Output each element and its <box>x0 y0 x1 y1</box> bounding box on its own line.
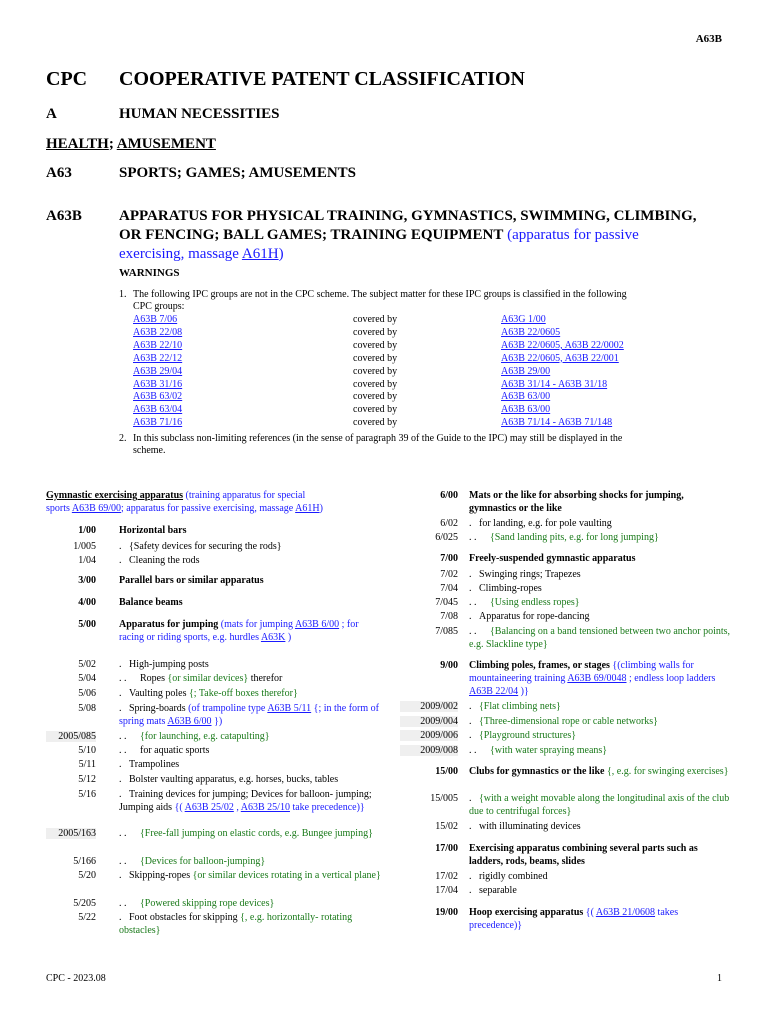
description-text <box>129 541 282 552</box>
description-text <box>469 766 729 777</box>
description-text <box>469 843 698 867</box>
warning-group-link[interactable]: A63B 63/02 <box>133 391 183 403</box>
group-number: 1/04 <box>78 555 96 566</box>
group-number: 2005/163 <box>58 828 96 839</box>
group-number: 2009/008 <box>420 745 458 756</box>
text-fragment: {, e.g. horizontally- <box>240 912 319 923</box>
text-fragment: Climbing-ropes <box>479 583 542 594</box>
text-fragment: {or similar devices rotating in a <box>192 870 320 881</box>
description-text <box>479 730 576 741</box>
indent-dots: . <box>119 703 122 714</box>
group-description <box>469 715 731 728</box>
group-description <box>119 618 381 644</box>
description-text <box>119 912 352 936</box>
group-description <box>119 554 381 567</box>
group-number: 5/10 <box>78 745 96 756</box>
covered-by-label: covered by <box>353 339 398 351</box>
warning-target-link[interactable]: A63B 63/00 <box>501 391 551 403</box>
text-fragment: anchor points, e.g. Slackline type} <box>469 626 731 650</box>
group-description <box>469 870 731 883</box>
indent-dots: . <box>469 730 472 741</box>
description-text <box>490 597 580 608</box>
warning-group-link[interactable]: A63B 7/06 <box>133 314 178 325</box>
description-text <box>119 575 264 586</box>
group-description <box>469 517 731 530</box>
text-fragment: {Powered skipping rope devices} <box>140 898 275 909</box>
group-number: 5/205 <box>73 898 96 909</box>
text-fragment: Apparatus for jumping <box>119 619 219 630</box>
group-description <box>469 700 731 713</box>
group-number: 5/166 <box>73 856 96 867</box>
warning-group-link[interactable]: A63B 22/10 <box>133 339 183 351</box>
indent-dots: . . <box>119 828 127 839</box>
description-text <box>469 660 715 697</box>
text-fragment: vertical plane} <box>321 870 381 881</box>
cpc-title: COOPERATIVE PATENT CLASSIFICATION <box>119 68 525 90</box>
description-text <box>469 490 684 514</box>
group-number: 5/20 <box>78 870 96 881</box>
indent-dots: . <box>119 912 122 923</box>
text-fragment: separable <box>479 885 517 896</box>
text-fragment: Exercising apparatus combining several parts such <box>469 843 687 854</box>
text-fragment: as ladders, rods, beams, slides <box>469 843 698 867</box>
group-number: 6/02 <box>440 518 458 529</box>
warnings-heading: WARNINGS <box>119 267 180 279</box>
indent-dots: . <box>469 611 472 622</box>
text-fragment: rigidly combined <box>479 871 548 882</box>
group-description <box>469 820 731 833</box>
group-description <box>119 524 381 537</box>
group-description <box>469 744 731 757</box>
class-code: A63 <box>46 165 72 181</box>
indent-dots: . <box>469 716 472 727</box>
text-fragment: with illuminating devices <box>479 821 581 832</box>
link-a61h[interactable]: A61H <box>241 246 279 262</box>
warning-1-text-2: CPC groups: <box>133 301 185 312</box>
page-header-code: A63B <box>695 33 722 45</box>
text-fragment: {Devices for balloon-jumping} <box>140 856 266 867</box>
warning-group-link[interactable]: A63B 71/16 <box>133 417 183 429</box>
group-number: 15/02 <box>435 821 458 832</box>
group-number: 6/00 <box>440 490 458 501</box>
reference-text: }) <box>214 716 223 727</box>
group-description <box>469 582 731 595</box>
subclass-code: A63B <box>46 208 82 224</box>
text-fragment: Parallel bars or similar apparatus <box>119 575 264 586</box>
group-description <box>469 625 731 651</box>
text-fragment: rotating obstacles} <box>119 912 353 936</box>
text-fragment: {with a weight movable along the longitudinal axis <box>479 793 685 804</box>
description-text <box>140 828 373 839</box>
warning-target-link[interactable]: A63B 22/0605, A63B 22/0002 <box>501 339 624 351</box>
description-text <box>490 745 607 756</box>
subclass-title-line3: exercising, massage A61H) <box>119 246 284 262</box>
description-text <box>119 597 183 608</box>
description-text <box>479 716 658 727</box>
group-description <box>469 531 731 544</box>
covered-by-label: covered by <box>353 417 398 429</box>
reference-link[interactable]: A63B 25/10 <box>240 802 290 813</box>
group-description <box>469 596 731 609</box>
covered-by-label: covered by <box>353 326 398 338</box>
description-text <box>129 688 298 699</box>
group-description <box>469 842 731 868</box>
group-description <box>119 672 381 685</box>
covered-by-label: covered by <box>353 378 398 390</box>
reference-link[interactable]: A63B 5/11 <box>267 703 312 714</box>
reference-link[interactable]: A63B 21/0608 <box>595 907 656 918</box>
reference-text: ) <box>287 632 292 643</box>
text-fragment: {Balancing on a band tensioned between two <box>490 626 671 637</box>
description-text <box>469 626 730 650</box>
text-fragment: {with water spraying means} <box>490 745 608 756</box>
indent-dots: . <box>119 774 122 785</box>
text-fragment: for aquatic sports <box>140 745 210 756</box>
subsection-health: HEALTH <box>46 136 109 152</box>
reference-link[interactable]: A63K <box>260 632 286 643</box>
warning-group-link[interactable]: A63B 22/08 <box>133 326 183 338</box>
subsection-title: HEALTH; AMUSEMENT <box>46 136 216 152</box>
group-number: 15/00 <box>435 766 458 777</box>
text-fragment: Vaulting poles <box>129 688 187 699</box>
reference-link[interactable]: A63B 6/00 <box>167 716 212 727</box>
group-description <box>119 702 381 728</box>
indent-dots: . <box>469 871 472 882</box>
description-text <box>479 569 581 580</box>
group-number: 15/005 <box>430 793 458 804</box>
group-number: 5/08 <box>78 703 96 714</box>
group-description <box>469 729 731 742</box>
indent-dots: . <box>119 688 122 699</box>
group-number: 9/00 <box>440 660 458 671</box>
text-fragment: Hoop exercising apparatus <box>469 907 584 918</box>
description-text <box>479 701 561 712</box>
description-text <box>479 518 612 529</box>
indent-dots: . <box>469 885 472 896</box>
indent-dots: . <box>119 659 122 670</box>
indent-dots: . . <box>119 898 127 909</box>
description-text <box>479 611 590 622</box>
text-fragment: {; Take-off boxes therefor} <box>189 688 298 699</box>
indent-dots: . . <box>469 532 477 543</box>
reference-link[interactable]: A63B 6/00 <box>294 619 340 630</box>
indent-dots: . <box>119 759 122 770</box>
text-fragment: Mats or the like for absorbing shocks for jumping, <box>469 490 684 501</box>
description-text <box>119 789 372 813</box>
indent-dots: . . <box>469 745 477 756</box>
description-text <box>140 898 274 909</box>
group-description <box>119 758 381 771</box>
group-number: 1/005 <box>73 541 96 552</box>
warning-1-text: The following IPC groups are not in the CPC scheme. The subject matter for these IPC groups is classified in the following <box>133 289 627 300</box>
description-text <box>129 759 179 770</box>
group-number: 2009/002 <box>420 701 458 712</box>
text-fragment: Apparatus for rope-dancing <box>479 611 590 622</box>
text-fragment: Cleaning the rods <box>129 555 200 566</box>
text-fragment: {Playground structures} <box>479 730 577 741</box>
reference-link[interactable]: A63B 25/02 <box>184 802 234 813</box>
group-description <box>119 897 381 910</box>
group-description <box>119 869 381 882</box>
indent-dots: . <box>119 870 122 881</box>
group-number: 5/04 <box>78 673 96 684</box>
group-description <box>469 552 731 565</box>
group-description <box>469 792 731 818</box>
description-text <box>119 703 379 727</box>
warning-group-link[interactable]: A63B 22/12 <box>133 352 183 364</box>
text-fragment: Horizontal bars <box>119 525 187 536</box>
warning-target-link[interactable]: A63B 71/14 - A63B 71/148 <box>501 417 613 429</box>
group-description <box>469 489 731 515</box>
text-fragment: of the club due to centrifugal forces} <box>469 793 730 817</box>
indent-dots: . . <box>119 745 127 756</box>
group-number: 17/00 <box>435 843 458 854</box>
group-number: 7/085 <box>435 626 458 637</box>
description-text <box>479 871 548 882</box>
reference-text: ; endless <box>629 673 664 684</box>
group-number: 7/02 <box>440 569 458 580</box>
group-description <box>119 596 381 609</box>
warning-1-num: 1. <box>119 289 127 300</box>
text-fragment: Trampolines <box>129 759 180 770</box>
text-fragment: {Using endless ropes} <box>490 597 580 608</box>
indent-dots: . <box>469 701 472 712</box>
group-number: 5/06 <box>78 688 96 699</box>
group-description <box>119 788 381 814</box>
text-fragment: {for launching, e.g. catapulting} <box>140 731 270 742</box>
text-fragment: {Flat climbing nets} <box>479 701 561 712</box>
indent-dots: . <box>469 518 472 529</box>
group-number: 5/22 <box>78 912 96 923</box>
indent-dots: . <box>119 789 122 800</box>
description-text <box>129 659 209 670</box>
text-fragment: Swinging rings; Trapezes <box>479 569 581 580</box>
reference-text: {( <box>585 907 594 918</box>
warning-target-link[interactable]: A63B 31/14 - A63B 31/18 <box>501 378 608 390</box>
section-code: A <box>46 106 57 122</box>
group-description <box>119 855 381 868</box>
description-text <box>129 870 381 881</box>
text-fragment: Balance beams <box>119 597 183 608</box>
text-fragment: {Sand landing pits, e.g. for long jumping} <box>490 532 659 543</box>
description-text <box>469 793 729 817</box>
footer-version: CPC - 2023.08 <box>46 973 106 984</box>
reference-text: precedence)} <box>469 920 523 931</box>
description-text <box>129 555 200 566</box>
warning-target-link[interactable]: A63G 1/00 <box>501 314 546 325</box>
group-number: 5/00 <box>78 619 96 630</box>
indent-dots: . . <box>119 731 127 742</box>
description-text <box>119 525 187 536</box>
text-fragment: jumping; Jumping aids <box>119 789 372 813</box>
group-number: 5/11 <box>78 759 96 770</box>
reference-text: (mats for jumping <box>220 619 293 630</box>
text-fragment: Ropes <box>140 673 165 684</box>
covered-by-label: covered by <box>353 314 398 325</box>
reference-text: {( <box>174 802 183 813</box>
group-description <box>119 773 381 786</box>
description-text <box>490 532 659 543</box>
group-number: 5/16 <box>78 789 96 800</box>
reference-text: (of trampoline type <box>188 703 266 714</box>
group-number: 7/04 <box>440 583 458 594</box>
text-fragment: {Free-fall jumping on elastic cords, e.g. Bungee <box>140 828 333 839</box>
text-fragment: gymnastics or the like <box>469 503 562 514</box>
description-text <box>129 774 338 785</box>
subclass-title-line2: OR FENCING; BALL GAMES; TRAINING EQUIPMENT (apparatus for passive <box>119 227 639 243</box>
text-fragment: Training devices for jumping; Devices for balloon- <box>129 789 334 800</box>
gymnastic-heading-ref: sports A63B 69/00; apparatus for passive exercising, massage A61H) <box>46 503 323 514</box>
indent-dots: . <box>469 793 472 804</box>
group-number: 7/08 <box>440 611 458 622</box>
group-number: 5/12 <box>78 774 96 785</box>
link-a61h[interactable]: A61H <box>295 503 320 514</box>
indent-dots: . <box>469 821 472 832</box>
description-text <box>479 583 542 594</box>
group-number: 4/00 <box>78 597 96 608</box>
footer-page-number: 1 <box>717 973 722 984</box>
description-text <box>140 856 265 867</box>
group-number: 2005/085 <box>58 731 96 742</box>
reference-text: {(climbing walls <box>612 660 680 671</box>
description-text <box>479 885 517 896</box>
group-number: 2009/006 <box>420 730 458 741</box>
group-description <box>119 574 381 587</box>
text-fragment: Spring-boards <box>129 703 186 714</box>
reference-text: loop ladders <box>666 673 716 684</box>
warning-target-link[interactable]: A63B 63/00 <box>501 404 551 416</box>
group-number: 19/00 <box>435 907 458 918</box>
reference-text: {; in <box>313 703 332 714</box>
gymnastic-heading: Gymnastic exercising apparatus (training apparatus for special <box>46 490 306 501</box>
reference-text: for mountaineering training <box>469 660 694 684</box>
indent-dots: . <box>119 541 122 552</box>
description-text <box>469 907 678 931</box>
text-fragment: {Three-dimensional rope or cable networks} <box>479 716 658 727</box>
group-description <box>469 765 731 778</box>
indent-dots: . <box>469 583 472 594</box>
covered-by-label: covered by <box>353 404 398 416</box>
reference-text: )} <box>520 686 529 697</box>
group-number: 3/00 <box>78 575 96 586</box>
description-text <box>119 619 359 643</box>
covered-by-label: covered by <box>353 352 398 364</box>
description-text <box>140 731 270 742</box>
text-fragment: jumping} <box>334 828 373 839</box>
warning-group-link[interactable]: A63B 63/04 <box>133 404 183 416</box>
reference-text: ; for racing or riding sports, e.g. hurdles <box>119 619 359 643</box>
text-fragment: exercises} <box>687 766 729 777</box>
indent-dots: . <box>469 569 472 580</box>
reference-link[interactable]: A63B 69/0048 <box>567 673 627 684</box>
group-description <box>119 827 381 840</box>
group-description <box>119 540 381 553</box>
group-number: 7/00 <box>440 553 458 564</box>
group-description <box>119 687 381 700</box>
group-description <box>119 744 381 757</box>
group-number: 6/025 <box>435 532 458 543</box>
warning-group-link[interactable]: A63B 31/16 <box>133 378 183 390</box>
text-fragment: Bolster vaulting apparatus, e.g. horses, bucks, tables <box>129 774 339 785</box>
group-number: 17/02 <box>435 871 458 882</box>
covered-by-label: covered by <box>353 391 398 403</box>
link-a63b-69-00[interactable]: A63B 69/00 <box>71 503 122 514</box>
text-fragment: Freely-suspended gymnastic apparatus <box>469 553 636 564</box>
text-fragment: Clubs for gymnastics or the like <box>469 766 605 777</box>
indent-dots: . . <box>469 597 477 608</box>
description-text <box>479 821 581 832</box>
description-text <box>140 673 282 684</box>
warning-2-text-2: scheme. <box>133 445 166 456</box>
indent-dots: . <box>119 555 122 566</box>
group-description <box>469 659 731 698</box>
section-title: HUMAN NECESSITIES <box>119 106 280 122</box>
text-fragment: {Safety devices for securing the rods} <box>129 541 282 552</box>
reference-text: take precedence)} <box>292 802 365 813</box>
group-description <box>119 911 381 937</box>
group-description <box>469 568 731 581</box>
group-description <box>469 906 731 932</box>
indent-dots: . . <box>469 626 477 637</box>
subsection-amusement: AMUSEMENT <box>116 136 216 152</box>
warning-target-link[interactable]: A63B 22/0605 <box>501 326 561 338</box>
warning-group-link[interactable]: A63B 29/04 <box>133 365 183 377</box>
description-text <box>140 745 209 756</box>
text-fragment: therefor <box>250 673 283 684</box>
text-fragment: High-jumping posts <box>129 659 209 670</box>
group-number: 2009/004 <box>420 716 458 727</box>
warning-target-link[interactable]: A63B 22/0605, A63B 22/001 <box>501 352 619 364</box>
reference-text: the form of spring mats <box>119 703 379 727</box>
text-fragment: for landing, e.g. for pole vaulting <box>479 518 612 529</box>
reference-text: takes <box>657 907 679 918</box>
cpc-code: CPC <box>46 68 88 90</box>
description-text <box>469 553 636 564</box>
warning-2-num: 2. <box>119 433 127 444</box>
class-title: SPORTS; GAMES; AMUSEMENTS <box>119 165 357 181</box>
text-fragment: Skipping-ropes <box>129 870 191 881</box>
covered-by-label: covered by <box>353 365 398 377</box>
group-description <box>469 610 731 623</box>
group-description <box>469 884 731 897</box>
group-number: 17/04 <box>435 885 458 896</box>
group-description <box>119 658 381 671</box>
group-number: 7/045 <box>435 597 458 608</box>
text-fragment: Climbing poles, frames, or stages <box>469 660 610 671</box>
group-number: 1/00 <box>78 525 96 536</box>
text-fragment: {or similar devices} <box>167 673 249 684</box>
subclass-title-line1: APPARATUS FOR PHYSICAL TRAINING, GYMNASTICS, SWIMMING, CLIMBING, <box>119 208 697 224</box>
indent-dots: . . <box>119 673 127 684</box>
reference-link[interactable]: A63B 22/04 <box>469 686 519 697</box>
group-description <box>119 730 381 743</box>
reference-text: , <box>236 802 241 813</box>
warning-target-link[interactable]: A63B 29/00 <box>501 365 551 377</box>
group-number: 5/02 <box>78 659 96 670</box>
text-fragment: Foot obstacles for skipping <box>129 912 238 923</box>
indent-dots: . . <box>119 856 127 867</box>
warning-2-text: In this subclass non-limiting references (in the sense of paragraph 39 of the Guide to the IPC) may still be displayed in the <box>133 433 623 444</box>
text-fragment: {, e.g. for swinging <box>606 766 685 777</box>
